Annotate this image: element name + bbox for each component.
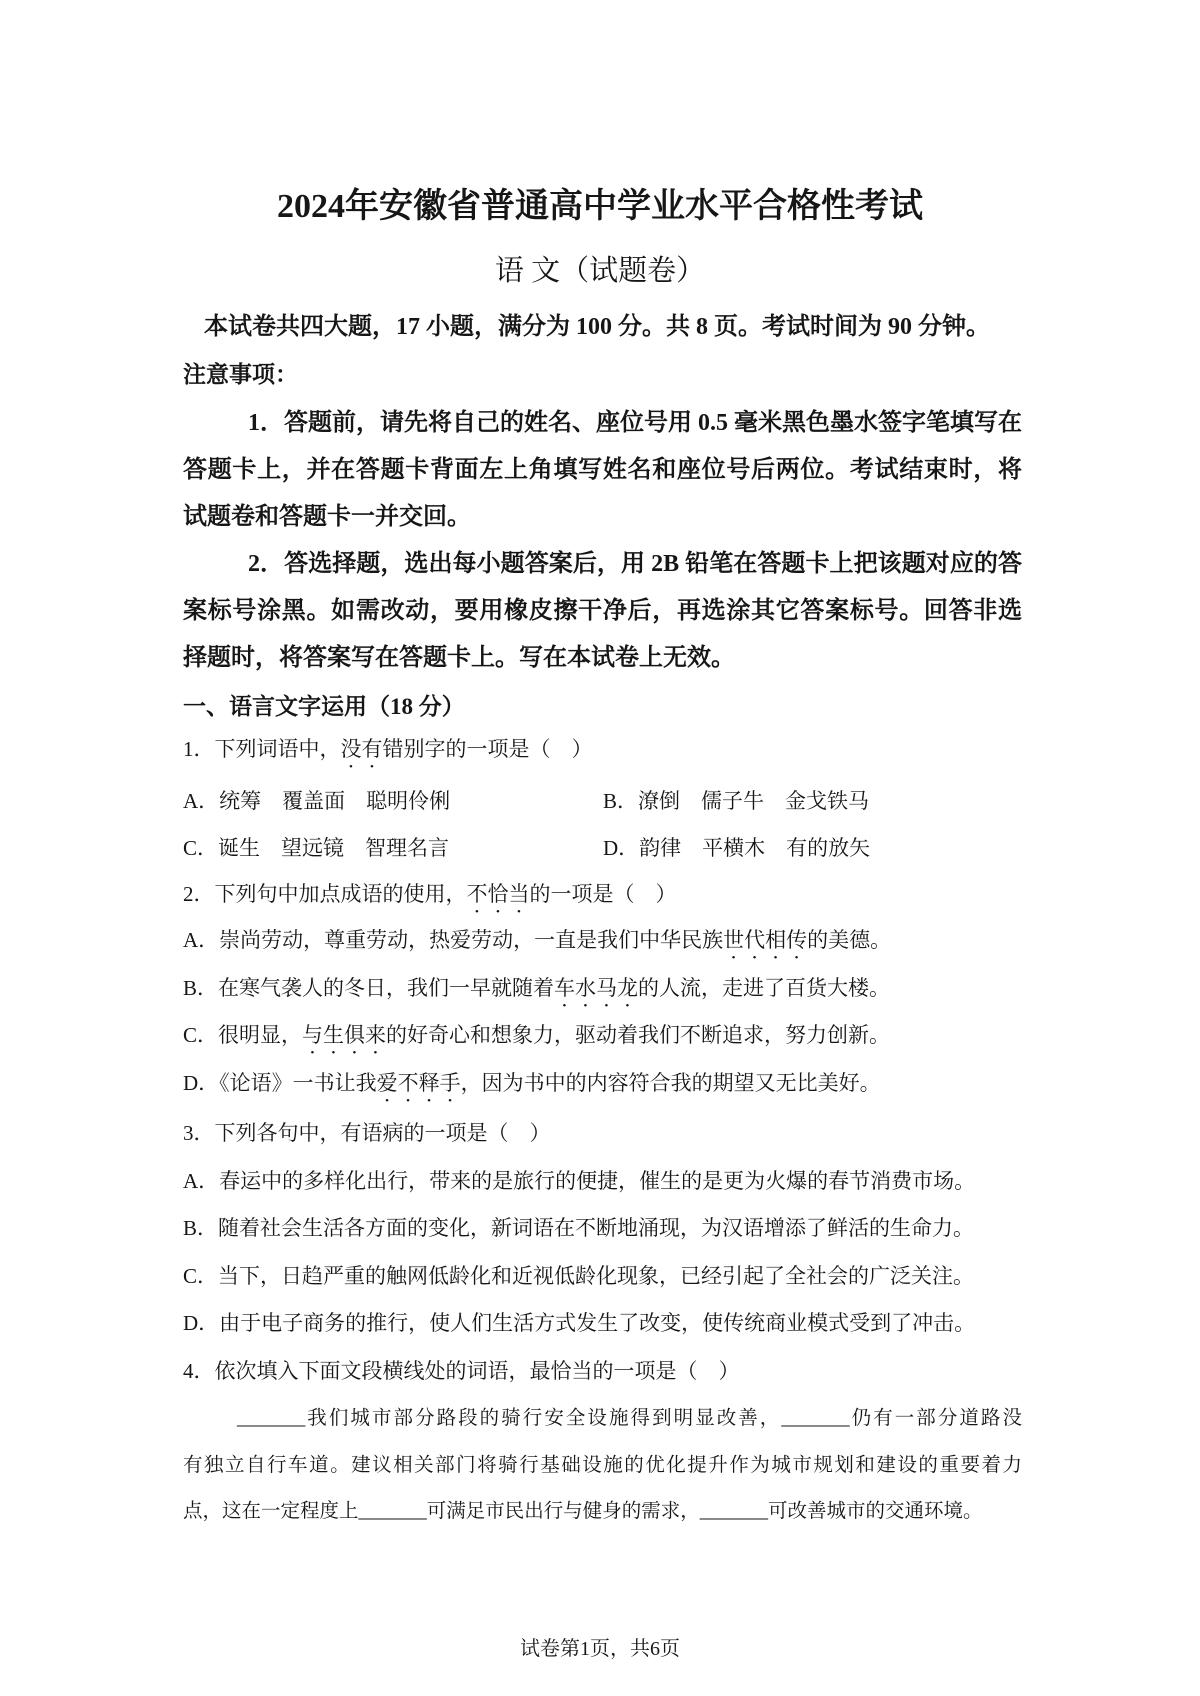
question-1-options	[183, 778, 1022, 872]
option-label: D．	[603, 836, 640, 860]
option-d	[183, 1060, 1022, 1108]
stem-text: 依次填入下面文段横线处的词语，最恰当的一项是（ ）	[214, 1359, 740, 1383]
option-text: ，因为书中的内容符合我的期望又无比美好。	[460, 1070, 881, 1095]
option-label: C．	[183, 836, 219, 860]
option-a	[183, 1158, 1022, 1205]
option-text: 韵律 平横木 有的放矢	[639, 836, 871, 860]
question-2-stem	[183, 871, 1022, 918]
dotted-idiom: 车水马龙	[554, 975, 639, 1000]
question-3-stem	[183, 1110, 1022, 1157]
page-footer: 试卷第1页，共6页	[520, 1638, 680, 1660]
note-item-1	[183, 400, 1022, 541]
exam-title: 2024年安徽省普通高中学业水平合格性考试	[277, 188, 923, 225]
note-line: 答题卡上，并在答题卡背面左上角填写姓名和座位号后两位。考试结束时，将	[183, 457, 1022, 483]
option-text: 崇尚劳动，尊重劳动，热爱劳动，一直是我们中华民族	[219, 928, 724, 952]
option-text: 春运中的多样化出行，带来的是旅行的便捷，催生的是更为火爆的春节消费市场。	[219, 1169, 976, 1193]
emphasized-text: 没有	[340, 737, 383, 761]
stem-text: 下列词语中，	[214, 737, 341, 761]
option-text: 当下，日趋严重的触网低龄化和近视低龄化现象，已经引起了全社会的广泛关注。	[218, 1263, 975, 1288]
question-number: 3．	[183, 1121, 215, 1145]
note-line: 2．答选择题，选出每小题答案后，用 2B 铅笔在答题卡上把该题对应的答	[248, 551, 1022, 577]
question-number: 2．	[183, 882, 215, 906]
question-number: 4．	[183, 1359, 215, 1383]
option-a	[183, 778, 603, 825]
option-text: 在寒气袭人的冬日，我们一早就随着	[218, 975, 555, 1000]
stem-text: 错别字的一项是（ ）	[382, 737, 593, 761]
option-label: C．	[183, 1263, 219, 1288]
option-label: A．	[183, 928, 220, 952]
passage-line: 有独立自行车道。建议相关部门将骑行基础设施的优化提升作为城市规划和建设的重要着力	[183, 1454, 1022, 1476]
option-text: 的人流，走进了百货大楼。	[638, 975, 891, 1000]
dotted-idiom: 爱不释手	[376, 1070, 461, 1095]
option-row	[183, 778, 1022, 825]
option-text: 统筹 覆盖面 聪明伶俐	[219, 789, 451, 813]
option-text: 随着社会生活各方面的变化，新词语在不断地涌现，为汉语增添了鲜活的生命力。	[218, 1216, 975, 1241]
option-label: B．	[183, 1216, 219, 1241]
option-b	[603, 778, 869, 825]
option-text: 的美德。	[807, 928, 892, 952]
option-label: D．	[183, 1070, 220, 1095]
option-text: 《论语》一书让我	[219, 1070, 377, 1095]
option-text: 诞生 望远镜 智理名言	[218, 836, 450, 860]
question-4-stem	[183, 1348, 1022, 1395]
option-label: D．	[183, 1310, 220, 1335]
passage-line: _______我们城市部分路段的骑行安全设施得到明显改善，_______仍有一部分道路没	[237, 1408, 1022, 1429]
option-c	[183, 825, 603, 872]
option-label: A．	[183, 789, 220, 813]
question-4-passage	[183, 1396, 1022, 1536]
option-text: 很明显，	[218, 1023, 303, 1047]
question-3-options	[183, 1158, 1022, 1347]
notes-heading: 注意事项：	[183, 362, 298, 387]
option-b	[183, 965, 1022, 1013]
option-c	[183, 1012, 1022, 1060]
question-number: 1．	[183, 737, 215, 761]
option-label: A．	[183, 1169, 220, 1193]
option-b	[183, 1205, 1022, 1252]
stem-text: 下列句中加点成语的使用，	[214, 882, 467, 906]
exam-intro: 本试卷共四大题，17 小题，满分为 100 分。共 8 页。考试时间为 90 分钟。	[204, 314, 990, 340]
note-line: 择题时，将答案写在答题卡上。写在本试卷上无效。	[183, 645, 735, 671]
passage-line: 点，这在一定程度上_______可满足市民出行与健身的需求，_______可改善城市的交通环境。	[183, 1501, 983, 1522]
option-text: 潦倒 儒子牛 金戈铁马	[638, 789, 870, 813]
option-label: B．	[603, 789, 639, 813]
section-heading: 一、语言文字运用（18 分）	[183, 694, 465, 719]
question-2-options	[183, 917, 1022, 1107]
note-item-2	[183, 541, 1022, 682]
note-line: 1．答题前，请先将自己的姓名、座位号用 0.5 毫米黑色墨水签字笔填写在	[248, 410, 1022, 436]
option-label: C．	[183, 1023, 219, 1047]
option-d	[603, 825, 870, 872]
option-a	[183, 917, 1022, 965]
option-label: B．	[183, 975, 219, 1000]
dotted-idiom: 世代相传	[723, 928, 808, 952]
option-d	[183, 1300, 1022, 1347]
option-text: 的好奇心和想象力，驱动着我们不断追求，努力创新。	[386, 1023, 891, 1047]
option-c	[183, 1253, 1022, 1300]
option-row	[183, 825, 1022, 872]
note-line: 试题卷和答题卡一并交回。	[183, 504, 471, 530]
note-line: 案标号涂黑。如需改动，要用橡皮擦干净后，再选涂其它答案标号。回答非选	[183, 598, 1022, 624]
dotted-idiom: 与生俱来	[302, 1023, 387, 1047]
option-text: 由于电子商务的推行，使人们生活方式发生了改变，使传统商业模式受到了冲击。	[219, 1310, 976, 1335]
exam-subtitle: 语 文（试题卷）	[494, 255, 706, 287]
stem-text: 的一项是（ ）	[529, 882, 677, 906]
emphasized-text: 不恰当	[466, 882, 530, 906]
question-1-stem	[183, 726, 1022, 773]
stem-text: 下列各句中，有语病的一项是（ ）	[214, 1121, 551, 1145]
